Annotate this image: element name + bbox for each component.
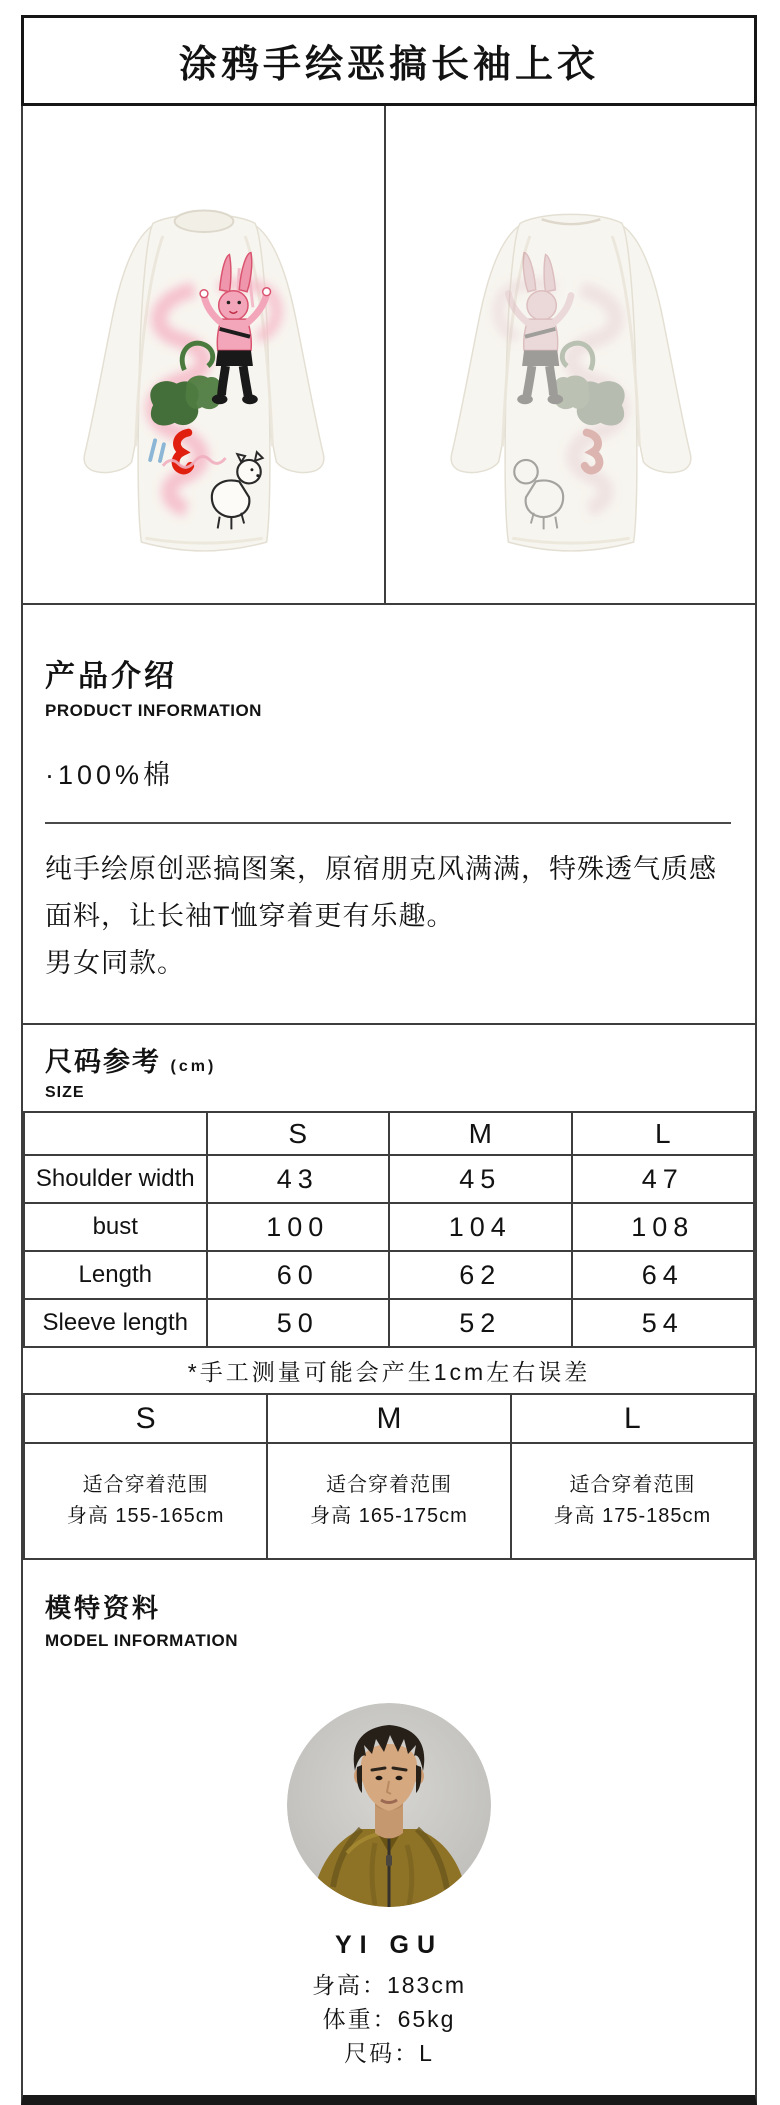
fit-cell-s <box>24 1443 267 1559</box>
fit-height-range: 身高 175-185cm <box>553 1505 712 1527</box>
product-info-heading-cn: 产品介绍 <box>45 660 177 693</box>
product-images-row <box>23 106 755 605</box>
size-heading-en: SIZE <box>45 1084 85 1101</box>
size-section-heading <box>23 1025 755 1111</box>
size-value: 47 <box>572 1155 755 1203</box>
fit-height-range: 身高 155-165cm <box>66 1505 225 1527</box>
model-size: 尺码：L <box>344 2040 434 2066</box>
size-value: 100 <box>207 1203 390 1251</box>
size-table-header-row <box>24 1112 754 1155</box>
size-value: 64 <box>572 1251 755 1299</box>
model-photo <box>287 1703 491 1907</box>
size-value: 108 <box>572 1203 755 1251</box>
fit-col-header-s: S <box>24 1394 267 1443</box>
size-value: 45 <box>389 1155 572 1203</box>
size-table-row <box>24 1299 754 1347</box>
fit-table-row <box>24 1443 754 1559</box>
model-weight: 体重：65kg <box>322 2006 456 2032</box>
product-info-section <box>23 605 755 1025</box>
product-info-heading-en: PRODUCT INFORMATION <box>45 701 262 720</box>
model-height: 身高：183cm <box>311 1972 467 1998</box>
fit-height-range: 身高 165-175cm <box>310 1505 468 1527</box>
fit-range-label: 适合穿着范围 <box>569 1474 696 1496</box>
size-value: 43 <box>207 1155 390 1203</box>
fit-range-label: 适合穿着范围 <box>82 1474 209 1496</box>
model-heading-cn: 模特资料 <box>45 1593 162 1623</box>
divider-line <box>45 822 731 824</box>
size-col-header-empty <box>24 1112 207 1155</box>
fit-cell-m <box>267 1443 510 1559</box>
description-line-3: 男女同款。 <box>45 948 185 978</box>
size-value: 104 <box>389 1203 572 1251</box>
fit-col-header-l: L <box>511 1394 754 1443</box>
fit-range-label: 适合穿着范围 <box>325 1474 452 1496</box>
page-title: 涂鸦手绘恶搞长袖上衣 <box>178 44 599 86</box>
title-box <box>21 15 757 106</box>
fit-range-table <box>23 1393 755 1560</box>
size-value: 62 <box>389 1251 572 1299</box>
measurement-note: *手工测量可能会产生1cm左右误差 <box>187 1359 591 1385</box>
product-photo-front[interactable] <box>36 143 372 593</box>
model-info-section <box>23 1560 755 2070</box>
size-value: 54 <box>572 1299 755 1347</box>
size-value: 52 <box>389 1299 572 1347</box>
product-photo-front-cell[interactable] <box>23 106 386 603</box>
size-row-label: bust <box>24 1203 207 1251</box>
size-col-header-m: M <box>389 1112 572 1155</box>
size-heading-text: 尺码参考 <box>45 1047 161 1077</box>
size-col-header-s: S <box>207 1112 390 1155</box>
size-table-row <box>24 1155 754 1203</box>
size-table-row <box>24 1203 754 1251</box>
model-avatar <box>287 1703 491 1907</box>
product-photo-back[interactable] <box>403 143 739 593</box>
shirt-back-graphic <box>451 214 691 551</box>
size-value: 60 <box>207 1251 390 1299</box>
content-frame <box>21 106 757 2105</box>
size-row-label: Length <box>24 1251 207 1299</box>
size-table <box>23 1111 755 1348</box>
size-row-label: Sleeve length <box>24 1299 207 1347</box>
description-line-1: 纯手绘原创恶搞图案，原宿朋克风满满，特殊透气质感 <box>45 854 717 884</box>
fit-cell-l <box>511 1443 754 1559</box>
model-name: YI GU <box>334 1931 444 1959</box>
fit-col-header-m: M <box>267 1394 510 1443</box>
size-heading-unit: (cm) <box>170 1058 217 1075</box>
product-photo-back-cell[interactable] <box>386 106 755 603</box>
shirt-front-graphic <box>84 210 324 550</box>
description-line-2: 面料，让长袖T恤穿着更有乐趣。 <box>45 901 455 931</box>
material-line: ·100%棉 <box>45 760 175 790</box>
size-row-label: Shoulder width <box>24 1155 207 1203</box>
size-value: 50 <box>207 1299 390 1347</box>
product-description <box>45 846 733 987</box>
model-stats <box>45 1968 733 2070</box>
size-col-header-l: L <box>572 1112 755 1155</box>
size-heading-cn <box>45 1040 733 1079</box>
size-table-row <box>24 1251 754 1299</box>
fit-table-header-row <box>24 1394 754 1443</box>
model-heading-en: MODEL INFORMATION <box>45 1631 238 1650</box>
